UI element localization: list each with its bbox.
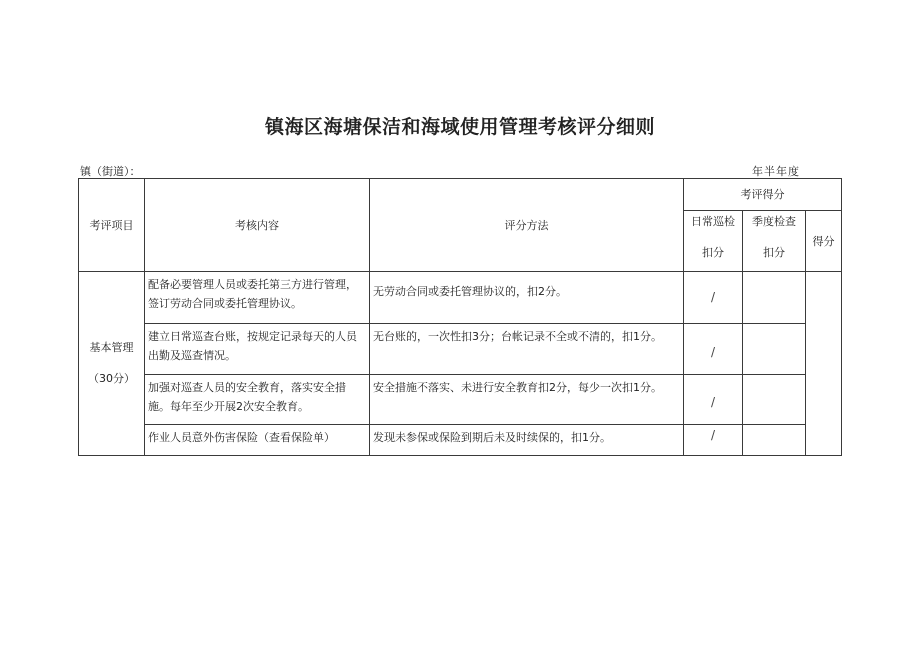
row-1-daily: / <box>710 290 716 304</box>
row-2-content: 建立日常巡查台账，按规定记录每天的人员出勤及巡查情况。 <box>148 330 357 362</box>
header-item-label: 考评项目 <box>89 218 134 232</box>
header-score-group-label: 考评得分 <box>740 188 785 201</box>
table-border-right <box>841 178 842 456</box>
period-label: 年半年度 <box>752 165 800 178</box>
header-quarterly <box>743 211 805 271</box>
header-content <box>145 179 369 271</box>
row-1-method: 无劳动合同或委托管理协议的，扣2分。 <box>373 285 567 298</box>
header-score-group <box>684 179 841 210</box>
row-2-daily: / <box>710 344 716 359</box>
header-daily-line2: 扣分 <box>702 246 724 259</box>
header-score <box>806 211 841 271</box>
category-cell <box>79 272 144 455</box>
header-daily <box>684 211 742 271</box>
row-2-method: 无台账的，一次性扣3分；台帐记录不全或不清的，扣1分。 <box>373 330 662 343</box>
header-quarterly-line1: 季度检查 <box>752 215 796 228</box>
category-points: （30分） <box>88 372 135 385</box>
row-4-method: 发现未参保或保险到期后未及时续保的，扣1分。 <box>373 431 611 444</box>
row-4-content: 作业人员意外伤害保险（查看保险单） <box>148 431 335 444</box>
table-border-bottom <box>78 455 842 456</box>
row-1-content: 配备必要管理人员或委托第三方进行管理，签订劳动合同或委托管理协议。 <box>148 278 357 310</box>
page-title: 镇海区海塘保洁和海域使用管理考核评分细则 <box>264 116 655 138</box>
header-score-label: 得分 <box>812 234 835 248</box>
row-3-method: 安全措施不落实、未进行安全教育扣2分，每少一次扣1分。 <box>373 381 662 394</box>
header-content-label: 考核内容 <box>235 218 279 232</box>
header-quarterly-line2: 扣分 <box>763 246 785 259</box>
row-4-daily: / <box>710 427 716 442</box>
header-item <box>79 179 144 271</box>
row-3-content: 加强对巡查人员的安全教育，落实安全措施。每年至少开展2次安全教育。 <box>148 381 346 413</box>
header-daily-line1: 日常巡检 <box>691 215 735 228</box>
header-method <box>370 179 683 271</box>
header-method-label: 评分方法 <box>504 218 549 232</box>
category-name: 基本管理 <box>89 341 134 354</box>
row-3-daily: / <box>710 395 716 409</box>
town-label: 镇（街道）： <box>80 165 141 178</box>
